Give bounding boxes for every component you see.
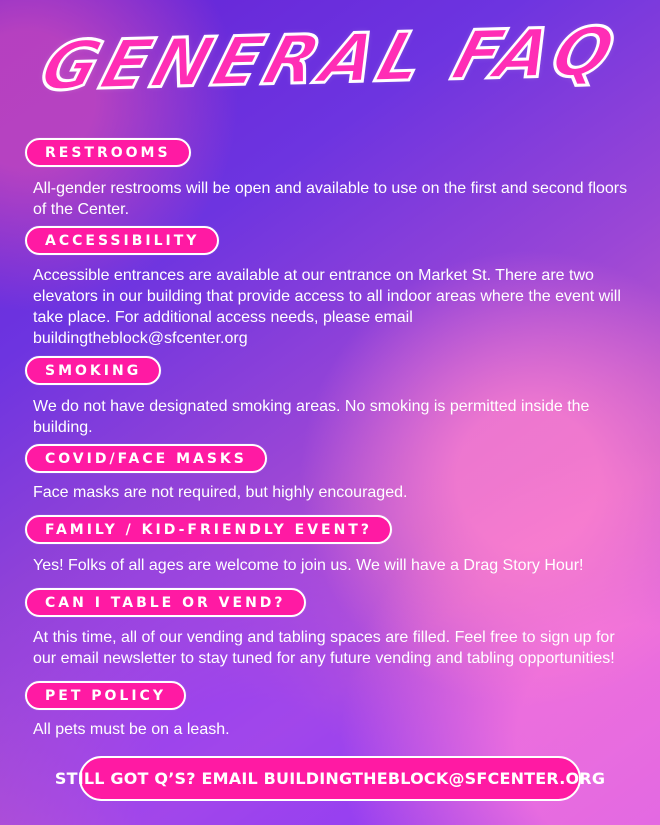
- section-text-accessibility: Accessible entrances are available at our entrance on Market St. There are two elevators in our building that provide access to all indoor areas where the event will take place. For additional access needs, please email buildingtheblock@sfcenter.org: [33, 267, 621, 347]
- section-text-restrooms: All-gender restrooms will be open and available to use on the first and second floors of the Center.: [33, 180, 628, 218]
- section-label-smoking: SMOKING: [25, 356, 161, 385]
- page-title: GENERAL FAQ: [32, 12, 629, 106]
- section-label-covid-face-masks: COVID/FACE MASKS: [25, 444, 267, 473]
- section-text-can-i-table-or-vend: At this time, all of our vending and tabling spaces are filled. Feel free to sign up for our email newsletter to stay tuned for any future vending and tabling opportunities!: [33, 629, 615, 667]
- section-text-smoking: We do not have designated smoking areas. No smoking is permitted inside the building.: [33, 398, 590, 436]
- section-label-restrooms: RESTROOMS: [25, 138, 191, 167]
- section-label-pet-policy: PET POLICY: [25, 681, 186, 710]
- section-label-can-i-table-or-vend: CAN I TABLE OR VEND?: [25, 588, 306, 617]
- email-cta-banner: STILL GOT Q’S? EMAIL BUILDINGTHEBLOCK@SFCENTER.ORG: [79, 756, 581, 801]
- section-text-pet-policy: All pets must be on a leash.: [33, 721, 230, 738]
- section-text-covid-face-masks: Face masks are not required, but highly encouraged.: [33, 484, 408, 501]
- section-label-family-kid-friendly-event: FAMILY / KID-FRIENDLY EVENT?: [25, 515, 392, 544]
- section-text-family-kid-friendly-event: Yes! Folks of all ages are welcome to join us. We will have a Drag Story Hour!: [33, 557, 584, 574]
- section-label-accessibility: ACCESSIBILITY: [25, 226, 219, 255]
